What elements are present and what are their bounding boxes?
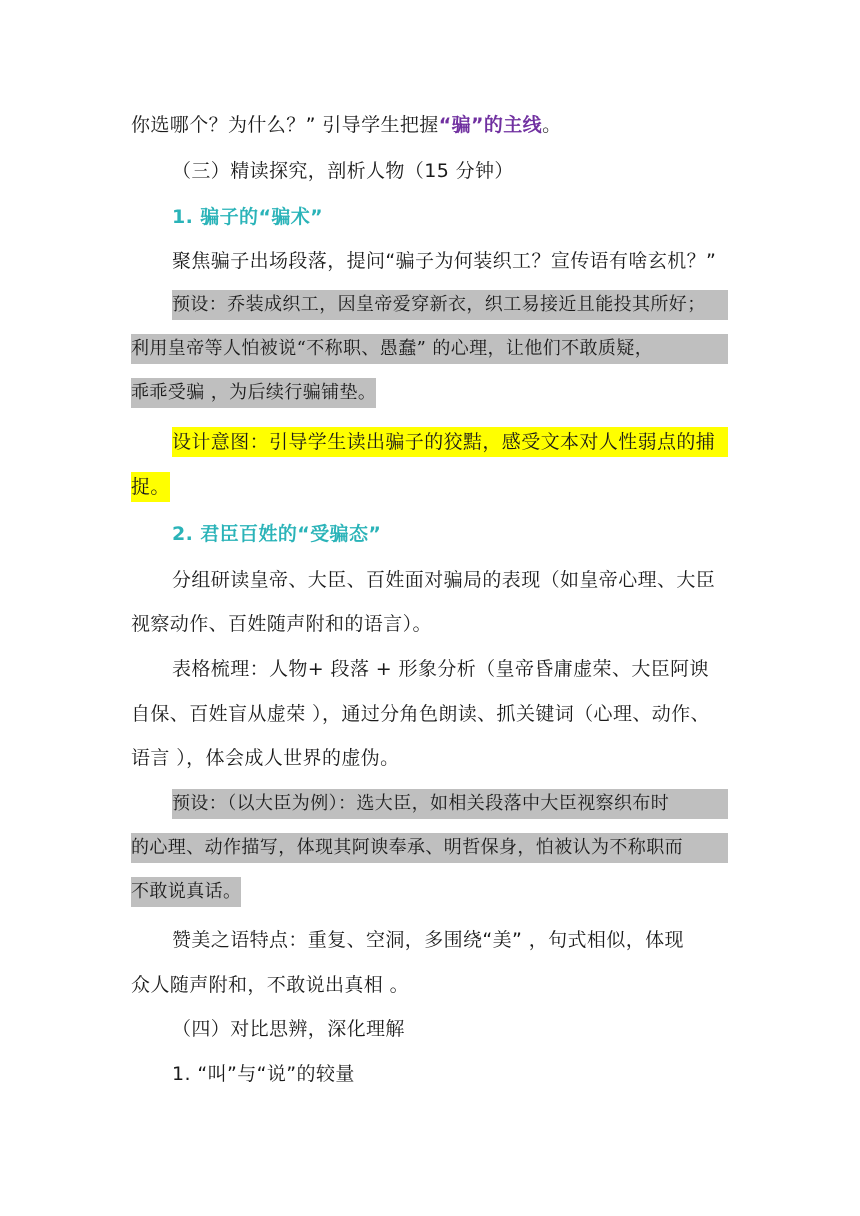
section-heading: （三）精读探究，剖析人物（15 分钟） [172,160,514,182]
subheading: 1. 骗子的“骗术” [172,206,324,228]
paragraph-line: 聚焦骗子出场段落，提问“骗子为何装织工？宣传语有啥玄机？” [172,250,717,272]
text-run: 引导学生把握 [315,114,439,136]
paragraph-line: 表格梳理：人物+ 段落 + 形象分析（皇帝昏庸虚荣、大臣阿谀 [172,658,709,680]
paragraph-line: 分组研读皇帝、大臣、百姓面对骗局的表现（如皇帝心理、大臣 [172,569,716,591]
subheading: 2. 君臣百姓的“受骗态” [172,523,382,545]
emphasis-text: “骗”的主线 [438,114,543,136]
paragraph-line [131,110,561,140]
highlighted-line: 捉。 [131,472,170,502]
highlighted-line: 预设：乔装成织工，因皇帝爱穿新衣，织工易接近且能投其所好； [172,290,728,320]
section-heading: （四）对比思辨，深化理解 [172,1018,405,1040]
paragraph-line: 视察动作、百姓随声附和的语言）。 [131,613,432,635]
paragraph-line: 语言 ），体会成人世界的虚伪。 [131,747,400,769]
paragraph-line: 自保、百姓盲从虚荣 ），通过分角色朗读、抓关键词（心理、动作、 [131,703,710,725]
highlighted-line: 设计意图：引导学生读出骗子的狡黠，感受文本对人性弱点的捕 [172,427,728,457]
highlighted-line: 利用皇帝等人怕被说“不称职、愚蠢” 的心理，让他们不敢质疑， [131,334,728,364]
highlighted-line: 的心理、动作描写，体现其阿谀奉承、明哲保身，怕被认为不称职而 [131,833,728,863]
highlighted-line: 不敢说真话。 [131,877,241,907]
subheading: 1. “叫”与“说”的较量 [172,1063,355,1085]
paragraph-line: 赞美之语特点：重复、空洞，多围绕“美” ，句式相似，体现 [172,929,684,951]
paragraph-line: 众人随声附和，不敢说出真相 。 [131,974,410,996]
highlighted-line: 预设：（以大臣为例）：选大臣，如相关段落中大臣视察织布时 [172,789,728,819]
highlighted-line: 乖乖受骗 ，为后续行骗铺垫。 [131,378,376,408]
text-run: 。 [542,114,562,136]
text-run: 你选哪个？为什么？” [131,114,316,136]
